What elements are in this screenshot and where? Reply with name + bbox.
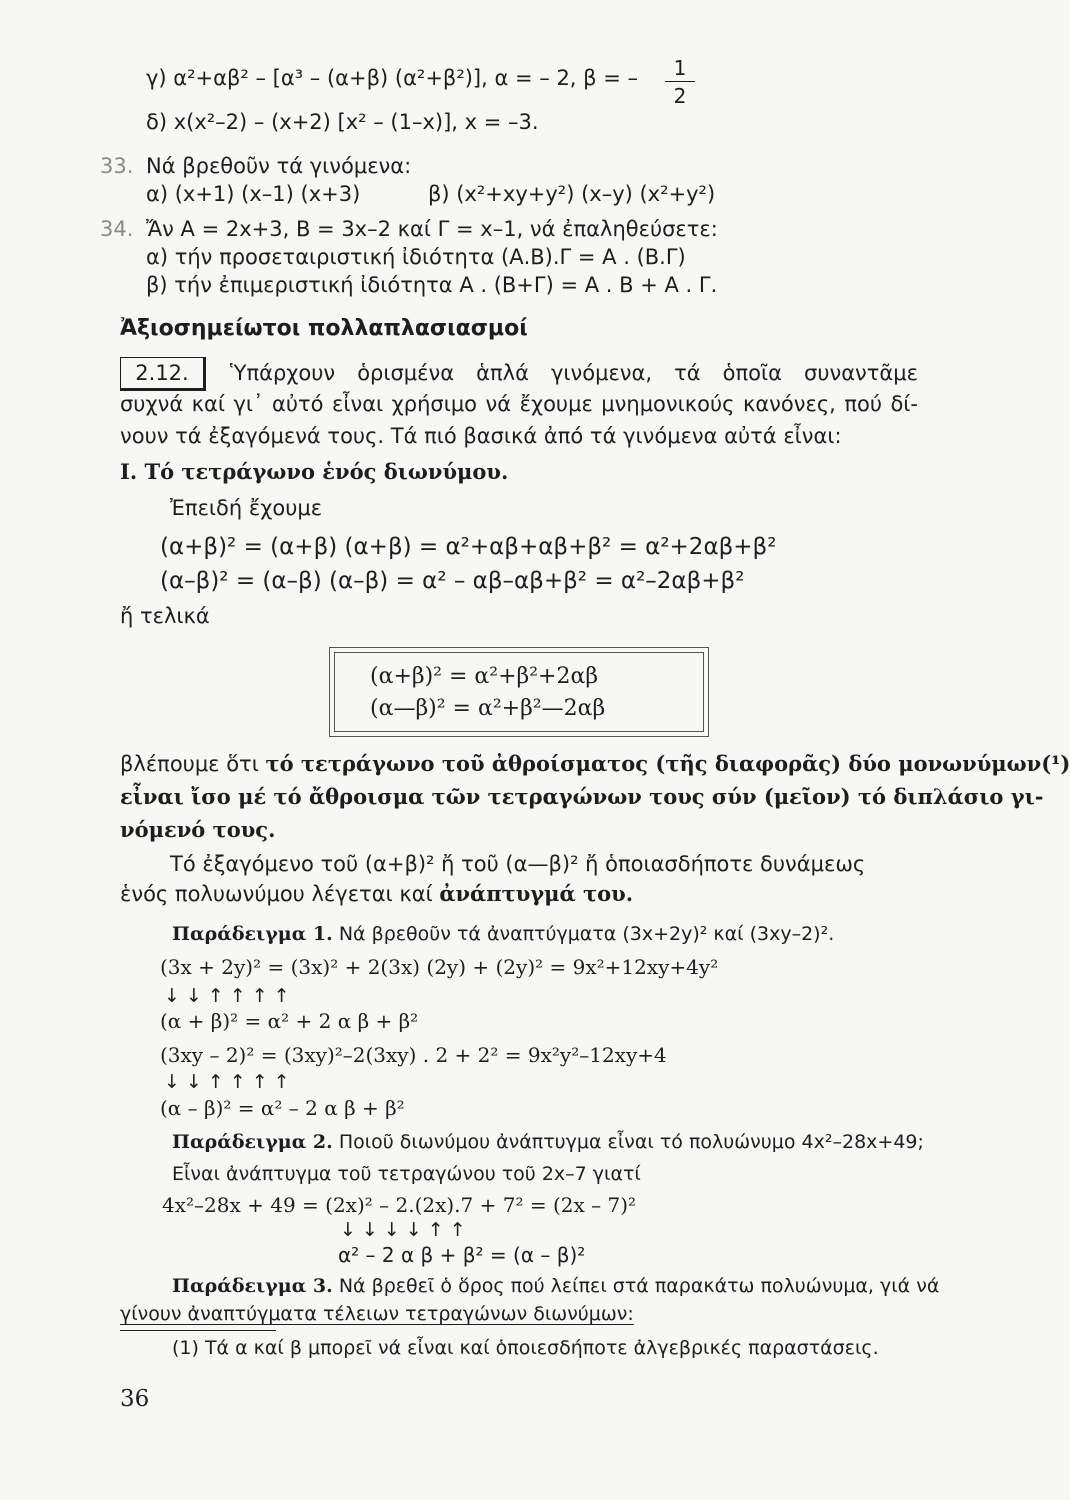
boxed-identity-sum: (α+β)² = α²+β²+2αβ <box>370 664 599 689</box>
boxed-identity-difference: (α—β)² = α²+β²—2αβ <box>370 696 606 721</box>
exercise-33-number: 33. <box>100 154 134 178</box>
example1-statement <box>172 924 834 946</box>
exercise-34-text: Ἄν Α = 2x+3, Β = 3x–2 καί Γ = x–1, νά ἐπαληθεύσετε: <box>146 217 718 241</box>
section-intro-line1: Ὑπάρχουν ὁρισμένα ἁπλά γινόμενα, τά ὁποῖα συναντᾶμε <box>230 361 918 385</box>
rule-line1-bold: τό τετράγωνο τοῦ ἀθροίσματος (τῆς διαφορᾶς) δύο μονωνύμων(¹) <box>265 751 1070 776</box>
example1-label: Παράδειγμα 1. <box>172 923 333 945</box>
exercise-gamma: γ) α²+αβ² – [α³ – (α+β) (α²+β²)], α = – 2, β = – <box>146 66 639 90</box>
example3-statement <box>172 1276 939 1298</box>
section-number-box: 2.12. <box>120 357 206 391</box>
fraction-numerator: 1 <box>673 56 687 80</box>
example3-text: Νά βρεθεῖ ὁ ὅρος πού λείπει στά παρακάτω πολυώνυμα, γιά νά <box>338 1275 940 1297</box>
section-intro-line2: συχνά καί γι᾽ αὐτό εἶναι χρήσιμο νά ἔχουμε μνημονικούς κανόνες, πού δί- <box>120 392 918 416</box>
example1-line4: (α – β)² = α² – 2 α β + β² <box>160 1096 405 1120</box>
page-number: 36 <box>120 1386 150 1412</box>
example1-line1: (3x + 2y)² = (3x)² + 2(3x) (2y) + (2y)² = 9x²+12xy+4y² <box>160 955 719 979</box>
expansion-line1: Τό ἐξαγόμενο τοῦ (α+β)² ἤ τοῦ (α—β)² ἤ ὁποιασδήποτε δυνάμεως <box>170 852 866 876</box>
example3-label: Παράδειγμα 3. <box>172 1275 333 1297</box>
example1-line3: (3xy – 2)² = (3xy)²–2(3xy) . 2 + 2² = 9x²y²–12xy+4 <box>160 1043 667 1067</box>
rule-line1-plain: βλέπουμε ὅτι <box>120 752 266 776</box>
exercise-delta: δ) x(x²–2) – (x+2) [x² – (1–x)], x = –3. <box>146 110 539 134</box>
fraction-bar <box>665 81 695 82</box>
example2-text: Ποιοῦ διωνύμου ἀνάπτυγμα εἶναι τό πολυώνυμο 4x²–28x+49; <box>338 1131 924 1153</box>
example2-statement <box>172 1132 924 1154</box>
example1-arrows1: ↓ ↓ ↑ ↑ ↑ ↑ <box>164 985 290 1007</box>
example1-text: Νά βρεθοῦν τά ἀναπτύγματα (3x+2y)² καί (3xy–2)². <box>338 923 835 945</box>
fraction-denominator: 2 <box>673 84 687 108</box>
footnote-rule <box>120 1330 276 1331</box>
subsection-heading: Ι. Τό τετράγωνο ἑνός διωνύμου. <box>120 459 509 484</box>
expansion-line2 <box>120 882 633 906</box>
rule-line1 <box>120 752 1070 776</box>
example2-label: Παράδειγμα 2. <box>172 1131 333 1153</box>
example2-arrows: ↓ ↓ ↓ ↓ ↑ ↑ <box>340 1219 466 1241</box>
formula-box <box>329 647 709 737</box>
identity-square-sum: (α+β)² = (α+β) (α+β) = α²+αβ+αβ+β² = α²+2αβ+β² <box>160 534 777 560</box>
expansion-line2-bold: ἀνάπτυγμά του. <box>439 881 634 906</box>
example3-line2: γίνουν ἀναπτύγματα τέλειων τετραγώνων διωνύμων: <box>120 1303 634 1325</box>
exercise-33-a: α) (x+1) (x–1) (x+3) <box>146 182 361 206</box>
rule-line3: νόμενό τους. <box>120 817 276 842</box>
exercise-34-b: β) τήν ἐπιμεριστική ἰδιότητα Α . (Β+Γ) = Α . Β + Α . Γ. <box>146 273 718 297</box>
section-intro-line3: νουν τά ἐξαγόμενά τους. Τά πιό βασικά ἀπό τά γινόμενα αὐτά εἶναι: <box>120 424 842 448</box>
since-we-have: Ἐπειδή ἔχουμε <box>170 496 323 520</box>
rule-line2: εἶναι ἴσο μέ τό ἄθροισμα τῶν τετραγώνων τους σύν (μεῖον) τό διπλάσιο γι- <box>120 784 1044 809</box>
footnote: (1) Τά α καί β μπορεῖ νά εἶναι καί ὁποιεσδήποτε ἀλγεβρικές παραστάσεις. <box>172 1337 879 1359</box>
exercise-33-b: β) (x²+xy+y²) (x–y) (x²+y²) <box>428 182 716 206</box>
exercise-34-number: 34. <box>100 217 134 241</box>
example1-arrows2: ↓ ↓ ↑ ↑ ↑ ↑ <box>164 1071 290 1093</box>
expansion-line2-plain: ἑνός πολυωνύμου λέγεται καί <box>120 882 440 906</box>
finally-text: ἤ τελικά <box>120 604 210 628</box>
example2-line3: α² – 2 α β + β² = (α – β)² <box>338 1243 586 1267</box>
identity-square-difference: (α–β)² = (α–β) (α–β) = α² – αβ–αβ+β² = α²–2αβ+β² <box>160 568 745 594</box>
exercise-33-text: Νά βρεθοῦν τά γινόμενα: <box>146 154 412 178</box>
fraction-one-half <box>665 56 695 108</box>
example2-line2: 4x²–28x + 49 = (2x)² – 2.(2x).7 + 7² = (2x – 7)² <box>162 1193 637 1217</box>
example1-line2: (α + β)² = α² + 2 α β + β² <box>160 1009 419 1033</box>
exercise-34-a: α) τήν προσεταιριστική ἰδιότητα (Α.Β).Γ = Α . (Β.Γ) <box>146 245 686 269</box>
section-heading: Ἀξιοσημείωτοι πολλαπλασιασμοί <box>120 316 528 341</box>
example2-line1: Εἶναι ἀνάπτυγμα τοῦ τετραγώνου τοῦ 2x–7 γιατί <box>172 1163 641 1185</box>
